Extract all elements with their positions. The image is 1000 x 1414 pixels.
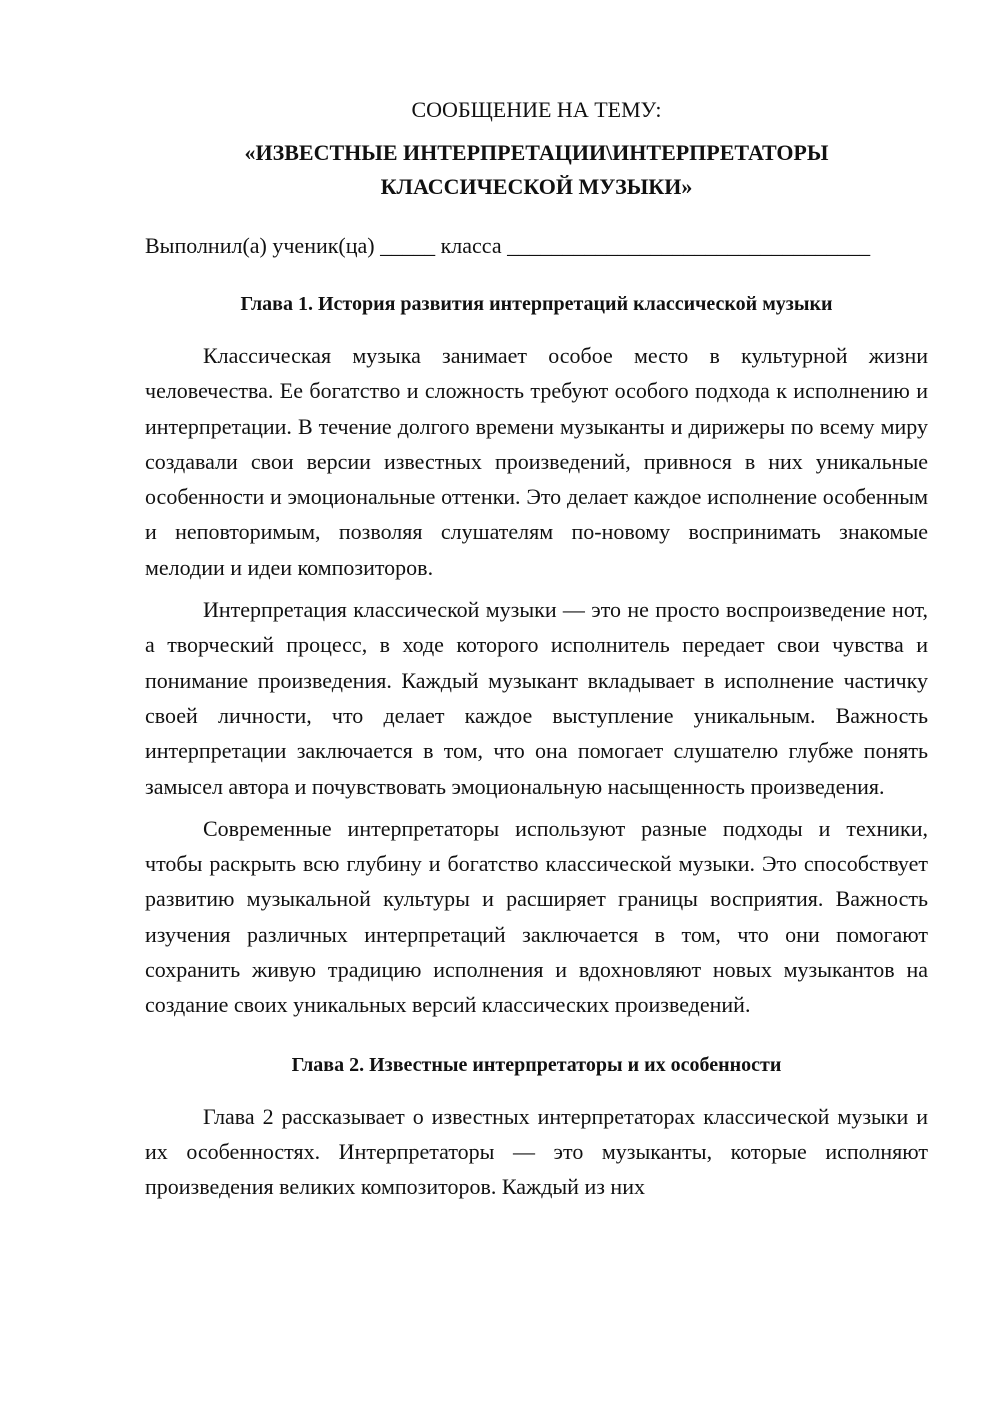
chapter-heading: Глава 2. Известные интерпретаторы и их особенности — [291, 1053, 782, 1076]
chapter-heading: Глава 1. История развития интерпретаций классической музыки — [240, 293, 833, 315]
document-title-line: «ИЗВЕСТНЫЕ ИНТЕРПРЕТАЦИИ\ИНТЕРПРЕТАТОРЫ — [244, 140, 829, 165]
document-label: СООБЩЕНИЕ НА ТЕМУ: — [411, 97, 662, 122]
chapter-1 — [145, 288, 928, 1023]
chapter-2 — [145, 1049, 928, 1205]
document-title-line: КЛАССИЧЕСКОЙ МУЗЫКИ» — [380, 174, 693, 199]
author-line: Выполнил(а) ученик(ца) _____ класса _________________________________ — [145, 233, 871, 258]
chapter-paragraph: Современные интерпретаторы используют разные подходы и техники, чтобы раскрыть всю глубину и богатство классической музыки. Это способствует развитию музыкальной культуры и расширяет границы восприятия. Важность изучения различных интерпретаций заключается в том, что они помогают сохранить живую традицию исполнения и вдохновляют новых музыкантов на создание своих уникальных версий классических произведений. — [145, 815, 928, 1018]
chapter-paragraph: Глава 2 рассказывает о известных интерпретаторах классической музыки и их особенностях. Интерпретаторы — это музыканты, которые исполняют произведения великих композиторов. Каждый из них — [145, 1103, 928, 1200]
chapter-paragraph: Интерпретация классической музыки — это не просто воспроизведение нот, а творческий процесс, в ходе которого исполнитель передает свои чувства и понимание произведения. Каждый музыкант вкладывает в исполнение частичку своей личности, что делает каждое выступление уникальным. Важность интерпретации заключается в том, что она помогает слушателю глубже понять замысел автора и почувствовать эмоциональную насыщенность произведения. — [145, 597, 928, 799]
document-title — [145, 136, 928, 204]
chapter-paragraph: Классическая музыка занимает особое место в культурной жизни человечества. Ее богатство и сложность требуют особого подхода к исполнению и интерпретации. В течение долгого времени музыканты и дирижеры по всему миру создавали свои версии известных произведений, привнося в них уникальные особенности и эмоциональные оттенки. Это делает каждое исполнение особенным и неповторимым, позволяя слушателям по-новому воспринимать знакомые мелодии и идеи композиторов. — [145, 343, 928, 580]
document-content — [145, 94, 928, 1212]
